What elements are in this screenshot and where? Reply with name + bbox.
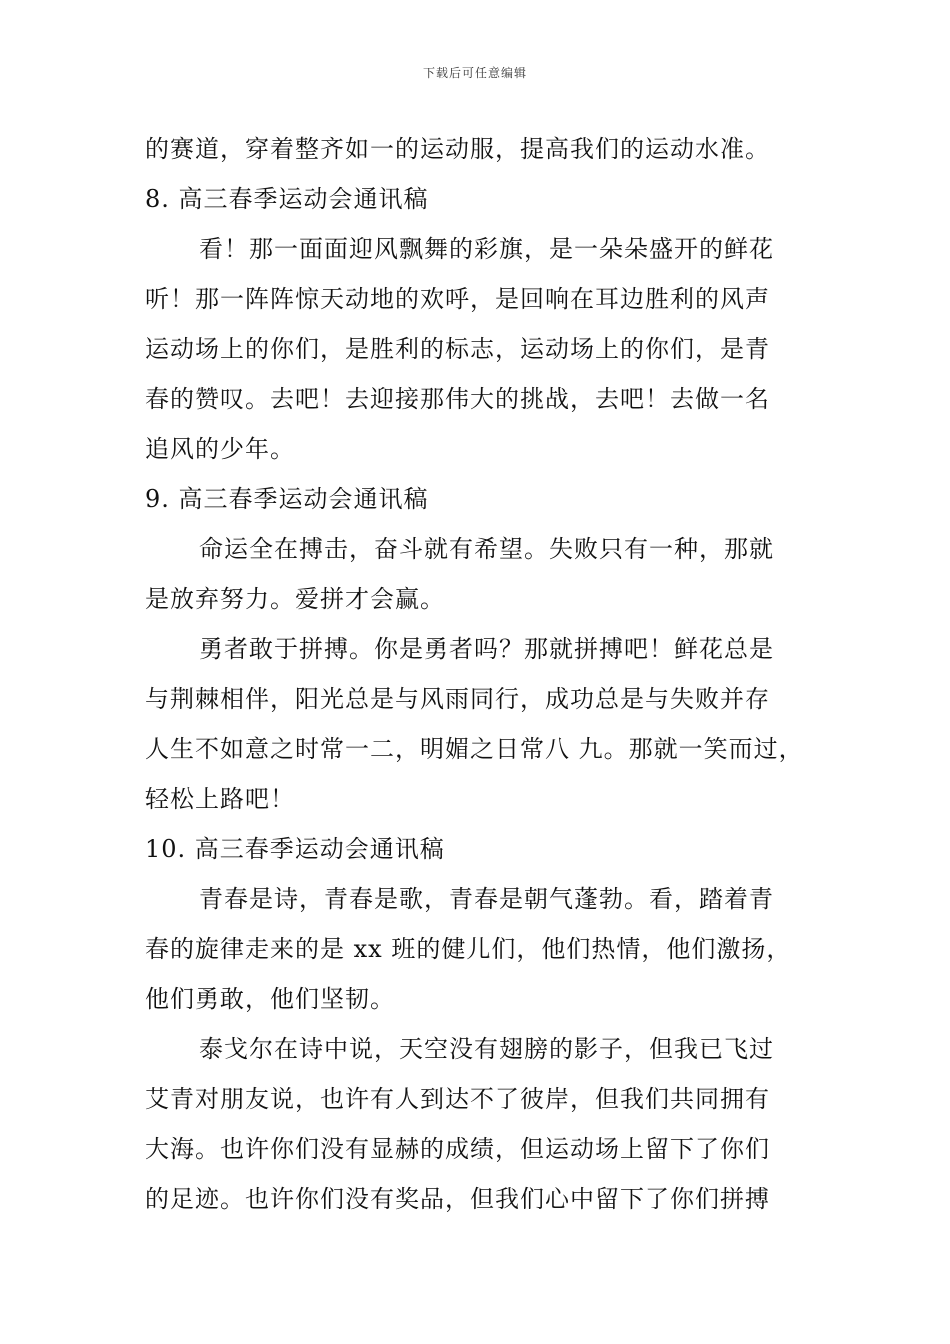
paragraph-start-line: 命运全在搏击，奋斗就有希望。失败只有一种，那就 bbox=[199, 535, 774, 563]
section-heading: 8. 高三春季运动会通讯稿 bbox=[145, 185, 429, 213]
text-line: 的足迹。也许你们没有奖品，但我们心中留下了你们拼搏 bbox=[145, 1185, 770, 1213]
text-line: 轻松上路吧！ bbox=[145, 785, 295, 813]
section-heading: 10. 高三春季运动会通讯稿 bbox=[145, 835, 445, 863]
document-body bbox=[145, 124, 845, 1224]
page-header: 下载后可任意编辑 bbox=[422, 66, 527, 80]
text-line: 是放弃努力。爱拼才会赢。 bbox=[145, 585, 445, 613]
paragraph-start-line: 勇者敢于拼搏。你是勇者吗？那就拼搏吧！鲜花总是 bbox=[199, 635, 774, 663]
text-line: 追风的少年。 bbox=[145, 435, 295, 463]
text-line: 大海。也许你们没有显赫的成绩，但运动场上留下了你们 bbox=[145, 1135, 770, 1163]
text-line: 听！那一阵阵惊天动地的欢呼，是回响在耳边胜利的风声 bbox=[145, 285, 770, 313]
text-line: 的赛道，穿着整齐如一的运动服，提高我们的运动水准。 bbox=[145, 135, 770, 163]
text-line: 他们勇敢，他们坚韧。 bbox=[145, 985, 395, 1013]
paragraph-start-line: 看！那一面面迎风飘舞的彩旗，是一朵朵盛开的鲜花 bbox=[199, 235, 774, 263]
paragraph-start-line: 泰戈尔在诗中说，天空没有翅膀的影子，但我已飞过 bbox=[199, 1035, 774, 1063]
text-line: 运动场上的你们，是胜利的标志，运动场上的你们，是青 bbox=[145, 335, 770, 363]
text-line: 与荆棘相伴，阳光总是与风雨同行，成功总是与失败并存 bbox=[145, 685, 770, 713]
text-line: 春的赞叹。去吧！去迎接那伟大的挑战，去吧！去做一名 bbox=[145, 385, 770, 413]
text-line: 人生不如意之时常一二，明媚之日常八 九。那就一笑而过， bbox=[145, 735, 804, 763]
section-heading: 9. 高三春季运动会通讯稿 bbox=[145, 485, 429, 513]
paragraph-start-line: 青春是诗，青春是歌，青春是朝气蓬勃。看，踏着青 bbox=[199, 885, 774, 913]
text-line: 艾青对朋友说，也许有人到达不了彼岸，但我们共同拥有 bbox=[145, 1085, 770, 1113]
text-line: 春的旋律走来的是 xx 班的健儿们，他们热情，他们激扬， bbox=[145, 935, 792, 963]
